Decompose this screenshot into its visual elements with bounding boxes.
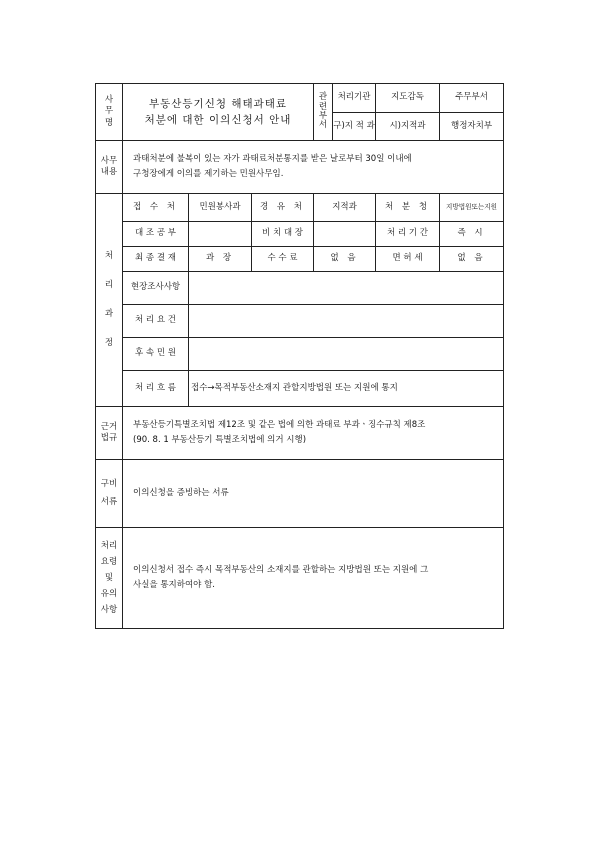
- processing-requirements-value: [189, 305, 504, 338]
- license-tax-value: 없 음: [440, 247, 504, 272]
- processing-period-value: 즉 시: [440, 222, 504, 247]
- supervision-value: 시)지적과: [376, 112, 440, 141]
- receiving-office-label: 접 수 처: [123, 194, 189, 222]
- final-approval-label: 최 종 결 재: [123, 247, 189, 272]
- main-dept-value: 행정자치부: [440, 112, 504, 141]
- page-title: 부동산등기신청 해태과태료 처분에 대한 이의신청서 안내: [123, 84, 314, 141]
- related-dept-label: 관 련 부 서: [314, 84, 333, 140]
- site-survey-value: [189, 272, 504, 305]
- final-approval-value: 과 장: [189, 247, 252, 272]
- disposing-office-value: 지방법원또는지원: [440, 194, 504, 222]
- processing-agency-value: 구)지 적 과: [333, 120, 375, 131]
- kept-register-label: 비 치 대 장: [252, 222, 314, 247]
- processing-period-label: 처 리 기 간: [376, 222, 440, 247]
- required-docs-content: 이의신청을 증빙하는 서류: [123, 460, 504, 528]
- related-dept-cell: [314, 84, 376, 141]
- disposing-office-label: 처 분 청: [376, 194, 440, 222]
- service-name-label: 사 무 명: [96, 84, 123, 141]
- receiving-office-value: 민원봉사과: [189, 194, 252, 222]
- civil-affairs-guide-table: [95, 83, 504, 629]
- guidelines-content: 이의신청서 접수 즉시 목적부동산의 소재지를 관할하는 지방법원 또는 지원에 그 사실을 통지하여야 함.: [123, 528, 504, 629]
- guidelines-label: 처리 요령 및 유의 사항: [96, 528, 123, 629]
- follow-up-petition-value: [189, 338, 504, 371]
- fee-value: 없 음: [314, 247, 376, 272]
- site-survey-label: 현장조사사항: [123, 272, 189, 305]
- fee-label: 수 수 료: [252, 247, 314, 272]
- license-tax-label: 면 허 세: [376, 247, 440, 272]
- task-content: 과태처분에 불복이 있는 자가 과태료처분통지를 받은 날로부터 30일 이내에 구청장에게 이의를 제기하는 민원사무임.: [123, 141, 504, 194]
- task-content-label: 사무 내용: [96, 141, 123, 194]
- legal-basis-label: 근거 법규: [96, 407, 123, 460]
- legal-basis-content: 부동산등기특별조치법 제12조 및 같은 법에 의한 과태료 부과ㆍ징수규칙 제8조 (90. 8. 1 부동산등기 특별조치법에 의거 시행): [123, 407, 504, 460]
- required-docs-label: 구비 서류: [96, 460, 123, 528]
- follow-up-petition-label: 후 속 민 원: [123, 338, 189, 371]
- routing-office-value: 지적과: [314, 194, 376, 222]
- reference-ledger-value: [189, 222, 252, 247]
- processing-flow-value: 접수→목적부동산소재지 관할지방법원 또는 지원에 통지: [189, 371, 504, 407]
- main-dept-header: 주무부서: [440, 84, 504, 113]
- processing-flow-label: 처 리 흐 름: [123, 371, 189, 407]
- kept-register-value: [314, 222, 376, 247]
- process-label: 처 리 과 정: [96, 194, 123, 407]
- processing-requirements-label: 처 리 요 건: [123, 305, 189, 338]
- reference-ledger-label: 대 조 공 부: [123, 222, 189, 247]
- supervision-header: 지도감독: [376, 84, 440, 113]
- routing-office-label: 경 유 처: [252, 194, 314, 222]
- processing-agency-header: 처리기관: [333, 84, 375, 113]
